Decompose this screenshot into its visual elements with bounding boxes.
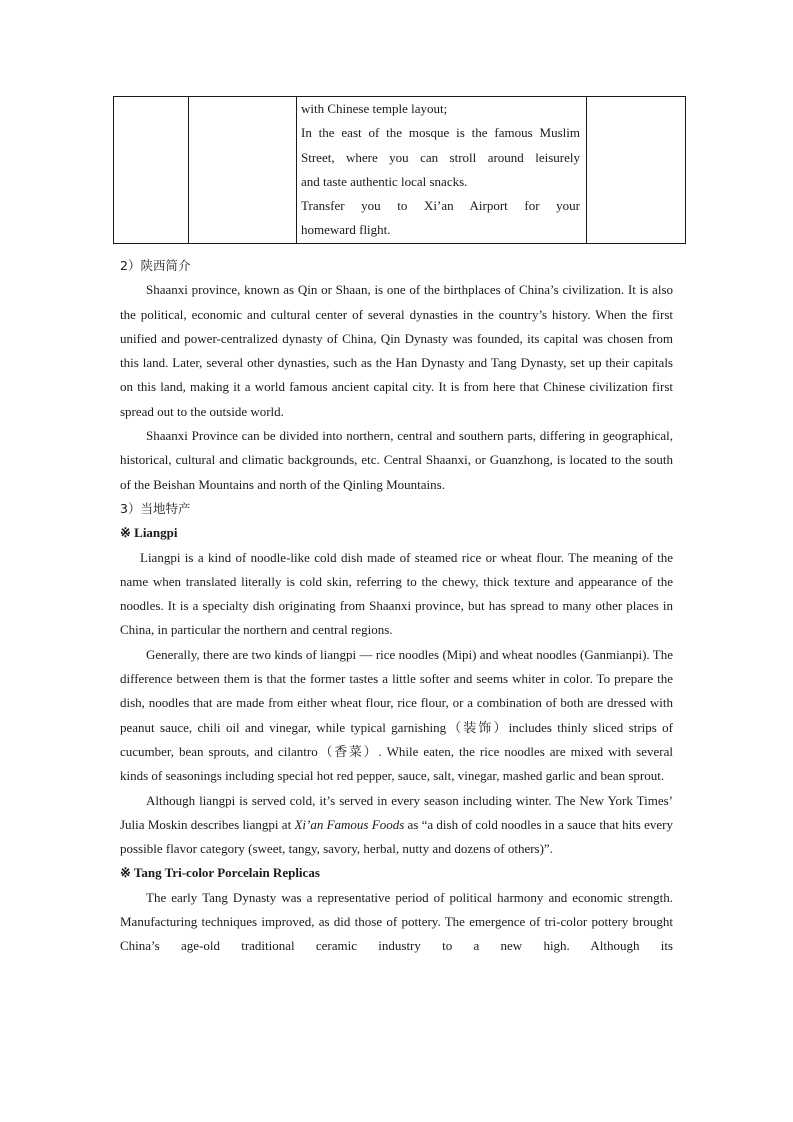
table-cell-activities — [297, 97, 587, 244]
paragraph: Generally, there are two kinds of liangpi — rice noodles (Mipi) and wheat noodles (Ganmianpi). The difference between them is that the former tastes a little softer and seems whiter in color. To prepare the dish, noodles that are made from either wheat flour, rice flour, or a combination of both are dressed with peanut sauce, chili oil and vinegar, while typical garnishing（装饰）includes thinly sliced strips of cucumber, bean sprouts, and cilantro（香菜）. While eaten, the rice noodles are mixed with several kinds of seasonings including special hot red pepper, sauce, salt, vinegar, mashed garlic and bean sprout. — [120, 646, 673, 784]
table-row — [114, 97, 686, 244]
section-heading-specialties: 3）当地特产 — [120, 500, 191, 516]
table-cell-notes — [587, 97, 686, 244]
table-cell-route — [189, 97, 297, 244]
table-cell-day — [114, 97, 189, 244]
paragraph: Shaanxi province, known as Qin or Shaan, is one of the birthplaces of China’s civilization. It is also the political, economic and cultural center of several dynasties in the country’s history. When the first unified and power-centralized dynasty of China, Qin Dynasty was founded, its capital was chosen from this land. Later, several other dynasties, such as the Han Dynasty and Tang Dynasty, set up their capitals on this land, making it a world famous ancient capital city. It is from here that Chinese civilization first spread out to the outside world. — [120, 282, 673, 419]
cell-text-line: Transfer you to Xi’an Airport for your — [301, 198, 580, 214]
paragraph: Shaanxi Province can be divided into northern, central and southern parts, differing in geographical, historical, cultural and climatic backgrounds, etc. Central Shaanxi, or Guanzhong, is located to the south of the Beishan Mountains and north of the Qinling Mountains. — [120, 428, 673, 492]
restaurant-name: Xi’an Famous Foods — [294, 816, 405, 832]
paragraph — [120, 789, 673, 862]
cell-text-line: In the east of the mosque is the famous Muslim — [301, 125, 580, 141]
cell-text-line: homeward flight. — [301, 222, 391, 238]
subheading-tang-tricolor: ※ Tang Tri-color Porcelain Replicas — [120, 865, 320, 881]
text-run: as “a dish of cold noodles in a sauce that hits every possible flavor category (sweet, tangy, savory, herbal, nutty and dozens of others)”. — [120, 816, 673, 857]
paragraph: The early Tang Dynasty was a representative period of political harmony and economic strength. Manufacturing techniques improved, as did those of pottery. The emergence of tri-color pottery brought China’s age-old traditional ceramic industry to a new high. Although its — [120, 889, 673, 954]
paragraph: Liangpi is a kind of noodle-like cold dish made of steamed rice or wheat flour. The meaning of the name when translated literally is cold skin, referring to the chewy, thick texture and appearance of the noodles. It is a specialty dish originating from Shaanxi province, but has spread to many other places in China, in particular the northern and central regions. — [120, 549, 673, 638]
cell-text-line: and taste authentic local snacks. — [301, 173, 468, 189]
section-heading-shaanxi: 2）陕西简介 — [120, 258, 191, 273]
cell-text-line: Street, where you can stroll around leisurely — [301, 149, 580, 165]
text-run: Although liangpi is served cold, it’s served in every season including winter. The New York Times’ Julia Moskin describes liangpi at — [120, 792, 673, 832]
subheading-liangpi: ※ Liangpi — [120, 525, 178, 541]
itinerary-table-continuation — [113, 96, 686, 244]
cell-text-line: with Chinese temple layout; — [301, 101, 448, 116]
document-body — [120, 254, 673, 959]
